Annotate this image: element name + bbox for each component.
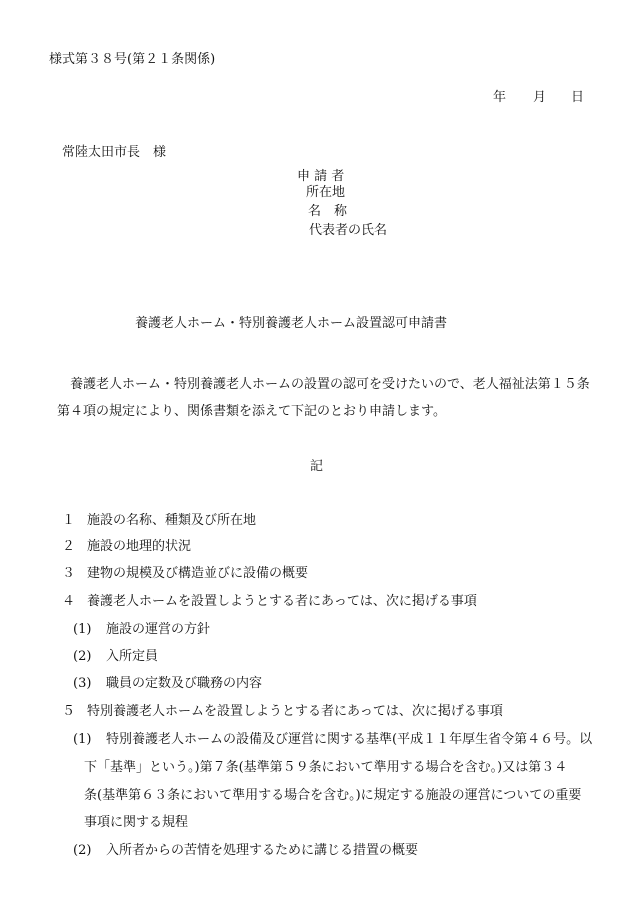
sub-item-text: 職員の定数及び職務の内容 [106, 676, 263, 691]
sub-item-text-line: 事項に関する規程 [84, 815, 189, 830]
date-day-label: 日 [571, 90, 585, 105]
item-text: 特別養護老人ホームを設置しようとする者にあっては、次に掲げる事項 [87, 704, 503, 719]
applicant-address-label: 所在地 [306, 185, 346, 200]
sub-item-text: 入所定員 [106, 649, 159, 664]
applicant-heading: 申 請 者 [297, 169, 345, 184]
item-number: １ [62, 513, 76, 528]
item-number: ３ [62, 566, 76, 581]
item-number: ５ [62, 704, 76, 719]
form-number: 様式第３８号(第２１条関係) [49, 52, 216, 67]
date-month-label: 月 [533, 90, 547, 105]
body-line-1: 養護老人ホーム・特別養護老人ホームの設置の認可を受けたいので、老人福祉法第１５条 [70, 377, 590, 392]
sub-item-text: 施設の運営の方針 [106, 622, 211, 637]
applicant-representative-label: 代表者の氏名 [309, 223, 388, 238]
sub-item-text-line: 下「基準」という。)第７条(基準第５９条において準用する場合を含む。)又は第３４ [84, 760, 568, 775]
item-number: ２ [62, 539, 76, 554]
sub-item-number: (2) [73, 649, 92, 664]
item-text: 養護老人ホームを設置しようとする者にあっては、次に掲げる事項 [87, 594, 477, 609]
sub-item-number: (3) [73, 676, 92, 691]
ki-heading: 記 [310, 459, 324, 474]
addressee: 常陸太田市長 様 [62, 145, 167, 160]
date-year-label: 年 [493, 90, 507, 105]
sub-item-text-line: 入所者からの苦情を処理するために講じる措置の概要 [106, 843, 419, 858]
item-text: 施設の名称、種類及び所在地 [87, 513, 257, 528]
sub-item-number: (1) [73, 622, 92, 637]
item-text: 建物の規模及び構造並びに設備の概要 [87, 566, 309, 581]
body-line-2: 第４項の規定により、関係書類を添えて下記のとおり申請します。 [57, 404, 446, 419]
document-title: 養護老人ホーム・特別養護老人ホーム設置認可申請書 [135, 316, 448, 331]
item-text: 施設の地理的状況 [87, 539, 192, 554]
item-number: ４ [62, 594, 76, 609]
sub-item-text-line: 条(基準第６３条において準用する場合を含む。)に規定する施設の運営についての重要 [84, 788, 582, 803]
applicant-name-label: 名 称 [308, 204, 348, 219]
sub-item-text-line: 特別養護老人ホームの設備及び運営に関する基準(平成１１年厚生省令第４６号。以 [106, 732, 593, 747]
sub-item-number: (2) [73, 843, 92, 858]
sub-item-number: (1) [73, 732, 92, 747]
